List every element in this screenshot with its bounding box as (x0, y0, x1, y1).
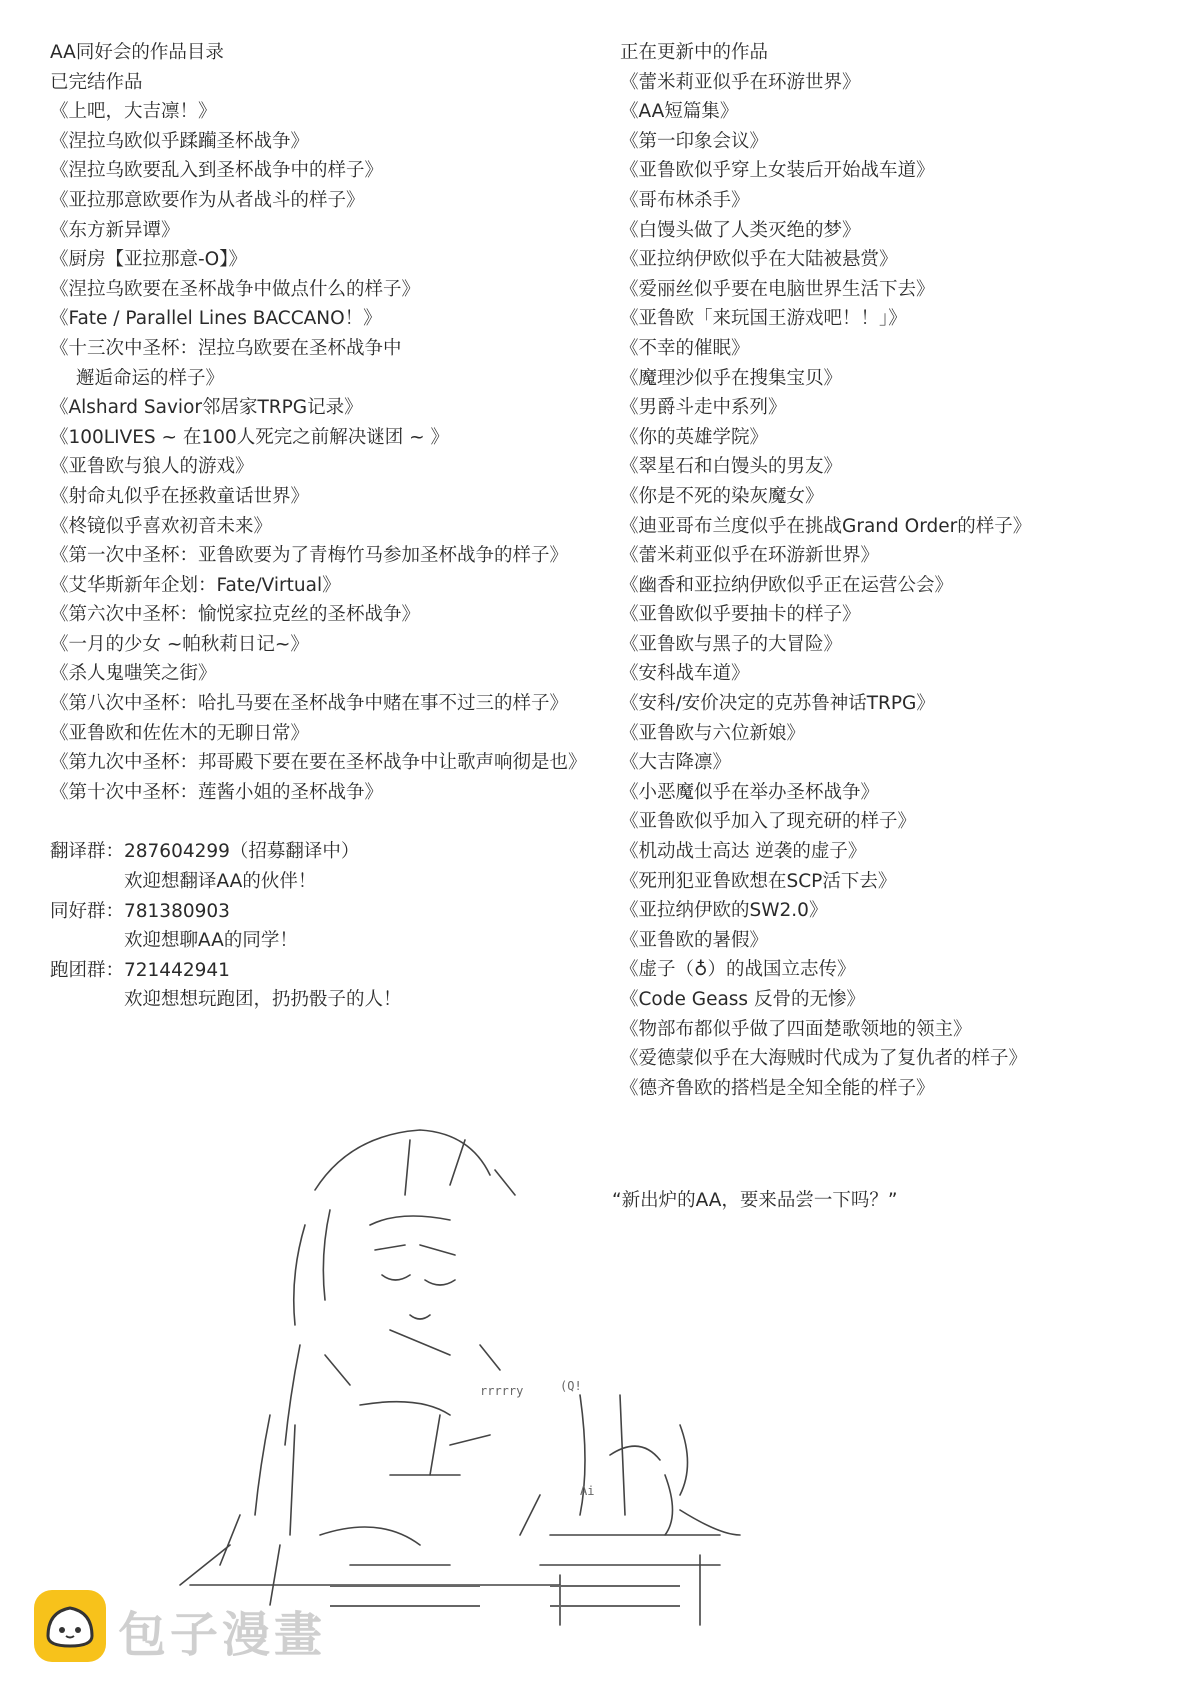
site-watermark (34, 1590, 444, 1670)
work-item: 《虚子（♁）的战国立志传》 (620, 959, 856, 981)
work-item: 《Alshard Savior邻居家TRPG记录》 (50, 397, 363, 419)
work-item: 《迪亚哥布兰度似乎在挑战Grand Order的样子》 (620, 515, 1032, 537)
work-item: 《哥布林杀手》 (620, 189, 750, 211)
work-item: 《亚鲁欧与狼人的游戏》 (50, 456, 254, 478)
work-item: 《死刑犯亚鲁欧想在SCP活下去》 (620, 870, 897, 892)
work-item: 《亚拉纳伊欧似乎在大陆被悬赏》 (620, 249, 898, 271)
work-item: 《亚鲁欧似乎要抽卡的样子》 (620, 604, 861, 626)
work-item: 《亚鲁欧和佐佐木的无聊日常》 (50, 722, 310, 744)
contact-number: 287604299（招募翻译中） (124, 841, 360, 863)
work-item: 《第十次中圣杯：莲酱小姐的圣杯战争》 (50, 781, 384, 803)
work-item: 《不幸的催眠》 (620, 337, 750, 359)
contact-number: 721442941 (124, 959, 230, 981)
work-item: 《Fate / Parallel Lines BACCANO！》 (50, 308, 382, 330)
work-item-continued: 邂逅命运的样子》 (76, 367, 225, 389)
work-item: 《蕾米莉亚似乎在环游世界》 (620, 71, 861, 93)
work-item: 《蕾米莉亚似乎在环游新世界》 (620, 545, 880, 567)
work-item: 《亚鲁欧的暑假》 (620, 929, 769, 951)
completed-works-column (50, 38, 610, 1015)
work-item: 《亚鲁欧「来玩国王游戏吧！！」》 (620, 308, 907, 330)
work-item: 《物部布都似乎做了四面楚歌领地的领主》 (620, 1018, 972, 1040)
work-item: 《翠星石和白馒头的男友》 (620, 456, 843, 478)
work-item: 《第一印象会议》 (620, 130, 769, 152)
contact-number: 781380903 (124, 900, 230, 922)
work-item: 《第八次中圣杯：哈扎马要在圣杯战争中赌在事不过三的样子》 (50, 693, 569, 715)
trpg-group-row (50, 956, 610, 986)
work-item: 《大吉降凛》 (620, 752, 732, 774)
contact-label: 翻译群： (50, 841, 125, 863)
work-item: 《你是不死的染灰魔女》 (620, 485, 824, 507)
logo-text: 包子漫畫 (118, 1607, 327, 1663)
translation-group-row (50, 837, 610, 867)
work-item: 《爱德蒙似乎在大海贼时代成为了复仇者的样子》 (620, 1048, 1028, 1070)
contact-note: 欢迎想翻译AA的伙伴！ (124, 871, 317, 893)
contact-note: 欢迎想聊AA的同学！ (124, 930, 298, 952)
work-item: 《射命丸似乎在拯救童话世界》 (50, 485, 310, 507)
work-item: 《安科战车道》 (620, 663, 750, 685)
work-item: 《安科/安价决定的克苏鲁神话TRPG》 (620, 693, 935, 715)
work-item: 《小恶魔似乎在举办圣杯战争》 (620, 781, 880, 803)
work-item: 《100LIVES ~ 在100人死完之前解决谜团 ~ 》 (50, 426, 449, 448)
art-label: rrrrry (480, 1384, 524, 1398)
work-item: 《亚鲁欧似乎穿上女装后开始战车道》 (620, 160, 935, 182)
catalog-heading: AA同好会的作品目录 (50, 42, 224, 63)
ascii-art-illustration (120, 1115, 820, 1635)
work-item: 《十三次中圣杯：涅拉乌欧要在圣杯战争中 (50, 337, 402, 359)
work-item: 《东方新异谭》 (50, 219, 180, 241)
contact-label: 同好群： (50, 900, 125, 922)
work-item: 《男爵斗走中系列》 (620, 397, 787, 419)
work-item: 《一月的少女 ~帕秋莉日记~》 (50, 633, 309, 655)
work-item: 《你的英雄学院》 (620, 426, 769, 448)
contact-note: 欢迎想想玩跑团，扔扔骰子的人！ (124, 989, 402, 1011)
work-item: 《第一次中圣杯：亚鲁欧要为了青梅竹马参加圣杯战争的样子》 (50, 545, 569, 567)
completed-section-title: 已完结作品 (50, 71, 143, 93)
contact-label: 跑团群： (50, 959, 125, 981)
work-item: 《厨房【亚拉那意-O】》 (50, 249, 247, 271)
work-item: 《上吧，大吉凛！》 (50, 101, 217, 123)
work-item: 《亚拉那意欧要作为从者战斗的样子》 (50, 189, 365, 211)
art-label: (Q! (560, 1379, 582, 1393)
work-item: 《亚鲁欧与黑子的大冒险》 (620, 633, 843, 655)
work-item: 《魔理沙似乎在搜集宝贝》 (620, 367, 843, 389)
work-item: 《亚鲁欧似乎加入了现充研的样子》 (620, 811, 917, 833)
ongoing-section-title: 正在更新中的作品 (620, 42, 769, 63)
work-item: 《涅拉乌欧要在圣杯战争中做点什么的样子》 (50, 278, 421, 300)
spacer (50, 807, 610, 837)
work-item: 《第六次中圣杯：愉悦家拉克丝的圣杯战争》 (50, 604, 421, 626)
work-item: 《柊镜似乎喜欢初音未来》 (50, 515, 273, 537)
work-item: 《第九次中圣杯：邦哥殿下要在要在圣杯战争中让歌声响彻是也》 (50, 752, 587, 774)
fan-group-row (50, 897, 610, 927)
work-item: 《幽香和亚拉纳伊欧似乎正在运营公会》 (620, 574, 954, 596)
art-label: Ai (580, 1484, 595, 1498)
work-item: 《杀人鬼嗤笑之街》 (50, 663, 217, 685)
work-item: 《机动战士高达 逆袭的虚子》 (620, 841, 867, 863)
work-item: 《德齐鲁欧的搭档是全知全能的样子》 (620, 1077, 935, 1099)
ongoing-works-column (620, 38, 1180, 1103)
work-item: 《亚鲁欧与六位新娘》 (620, 722, 806, 744)
work-item: 《涅拉乌欧似乎蹂躏圣杯战争》 (50, 130, 310, 152)
work-item: 《白馒头做了人类灭绝的梦》 (620, 219, 861, 241)
work-item: 《AA短篇集》 (620, 101, 739, 123)
work-item: 《Code Geass 反骨的无惨》 (620, 989, 865, 1010)
work-item: 《艾华斯新年企划：Fate/Virtual》 (50, 574, 341, 596)
work-item: 《亚拉纳伊欧的SW2.0》 (620, 900, 828, 922)
work-item: 《涅拉乌欧要乱入到圣杯战争中的样子》 (50, 160, 384, 182)
speech-line: “新出炉的AA，要来品尝一下吗？” (612, 1190, 898, 1211)
bun-logo-icon (34, 1590, 106, 1662)
work-item: 《爱丽丝似乎要在电脑世界生活下去》 (620, 278, 935, 300)
